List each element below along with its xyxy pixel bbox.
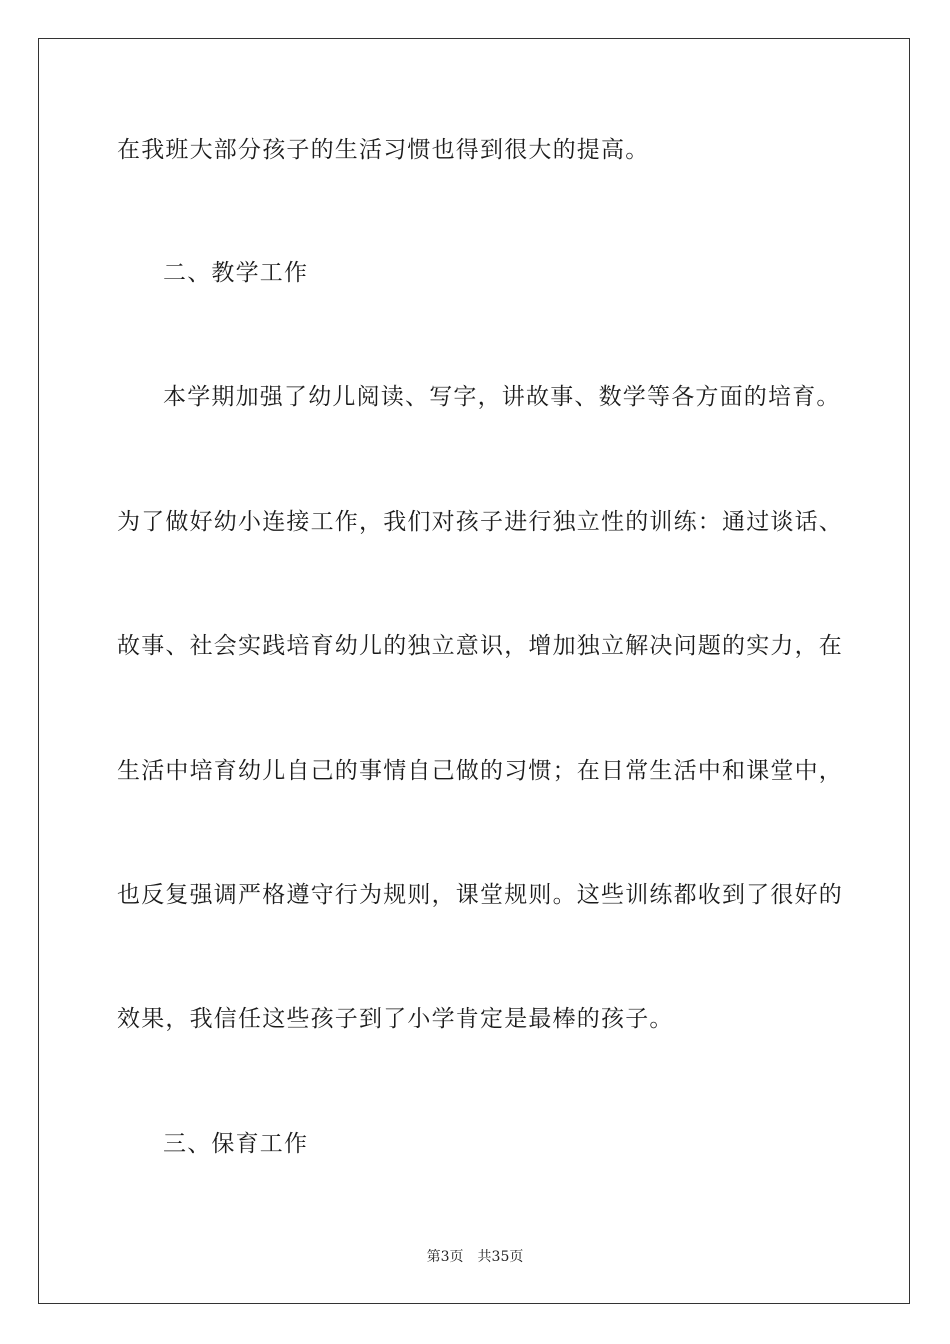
page-footer (0, 1248, 950, 1266)
paragraph-line: 本学期加强了幼儿阅读、写字，讲故事、数学等各方面的培育。 (163, 384, 841, 410)
page-total: 共35页 (477, 1249, 524, 1265)
section-heading-care: 三、保育工作 (163, 1131, 309, 1157)
paragraph-line: 效果，我信任这些孩子到了小学肯定是最棒的孩子。 (117, 1006, 674, 1032)
paragraph-line: 生活中培育幼儿自己的事情自己做的习惯；在日常生活中和课堂中， (117, 758, 843, 784)
paragraph-line: 故事、社会实践培育幼儿的独立意识，增加独立解决问题的实力，在 (117, 633, 843, 659)
paragraph-line: 在我班大部分孩子的生活习惯也得到很大的提高。 (117, 137, 650, 163)
page-border (38, 38, 910, 1304)
section-heading-teaching: 二、教学工作 (163, 260, 309, 286)
page-number: 第3页 (426, 1249, 464, 1265)
paragraph-line: 为了做好幼小连接工作，我们对孩子进行独立性的训练：通过谈话、 (117, 509, 843, 535)
paragraph-line: 也反复强调严格遵守行为规则，课堂规则。这些训练都收到了很好的 (117, 882, 843, 908)
